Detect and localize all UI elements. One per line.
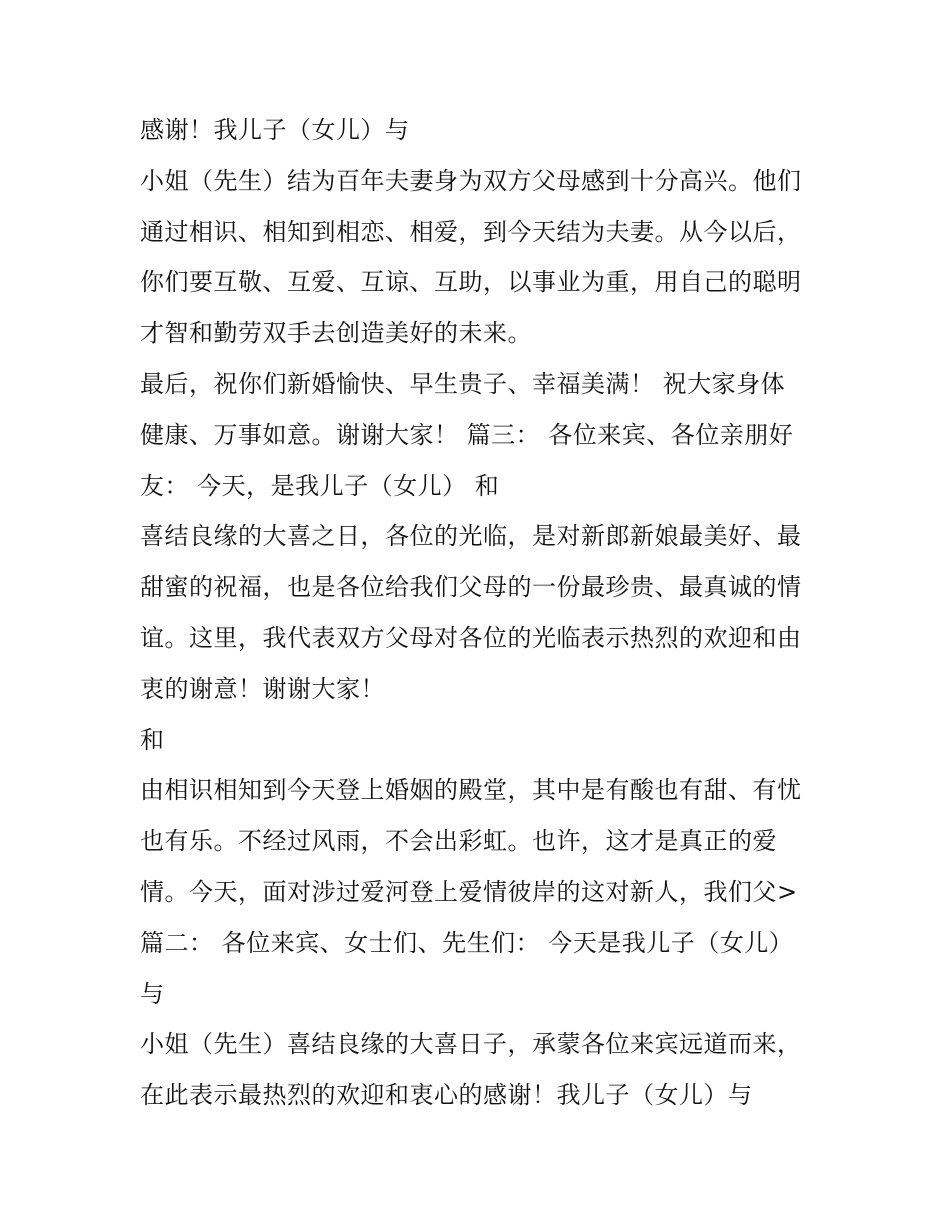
- text-line: 感谢！我儿子（女儿）与: [140, 116, 410, 144]
- text-line: 健康、万事如意。谢谢大家！ 篇三： 各位来宾、各位亲朋好: [140, 420, 794, 449]
- text-line: 与: [140, 979, 165, 1008]
- text-line: 通过相识、相知到相恋、相爱，到今天结为夫妻。从今以后，: [140, 217, 802, 246]
- text-line: 小姐（先生）结为百年夫妻身为双方父母感到十分高兴。他们: [140, 166, 802, 195]
- text-line: 你们要互敬、互爱、互谅、互助，以事业为重，用自己的聪明: [140, 268, 802, 297]
- text-line: 情。今天，面对涉过爱河登上爱情彼岸的这对新人，我们父>: [140, 877, 798, 906]
- text-line: 甜蜜的祝福，也是各位给我们父母的一份最珍贵、最真诚的情: [140, 573, 802, 602]
- text-line: 谊。这里，我代表双方父母对各位的光临表示热烈的欢迎和由: [140, 623, 802, 652]
- text-line: 小姐（先生）喜结良缘的大喜日子，承蒙各位来宾远道而来，: [140, 1030, 802, 1059]
- text-line: 在此表示最热烈的欢迎和衷心的感谢！我儿子（女儿）与: [140, 1081, 753, 1110]
- text-line: 和: [140, 725, 165, 754]
- text-line: 也有乐。不经过风雨，不会出彩虹。也许，这才是真正的爱: [140, 827, 777, 856]
- document-body: [140, 105, 820, 1121]
- text-line: 喜结良缘的大喜之日，各位的光临，是对新郎新娘最美好、最: [140, 522, 802, 551]
- text-line: 衷的谢意！谢谢大家！: [140, 674, 385, 703]
- text-line: 由相识相知到今天登上婚姻的殿堂，其中是有酸也有甜、有忧: [140, 776, 802, 805]
- text-line: 最后，祝你们新婚愉快、早生贵子、幸福美满！ 祝大家身体: [140, 369, 786, 398]
- text-line: 篇二： 各位来宾、女士们、先生们： 今天是我儿子（女儿）: [140, 928, 794, 957]
- text-line: 才智和勤劳双手去创造美好的未来。: [140, 319, 532, 348]
- text-line: 友： 今天，是我儿子（女儿） 和: [140, 471, 500, 500]
